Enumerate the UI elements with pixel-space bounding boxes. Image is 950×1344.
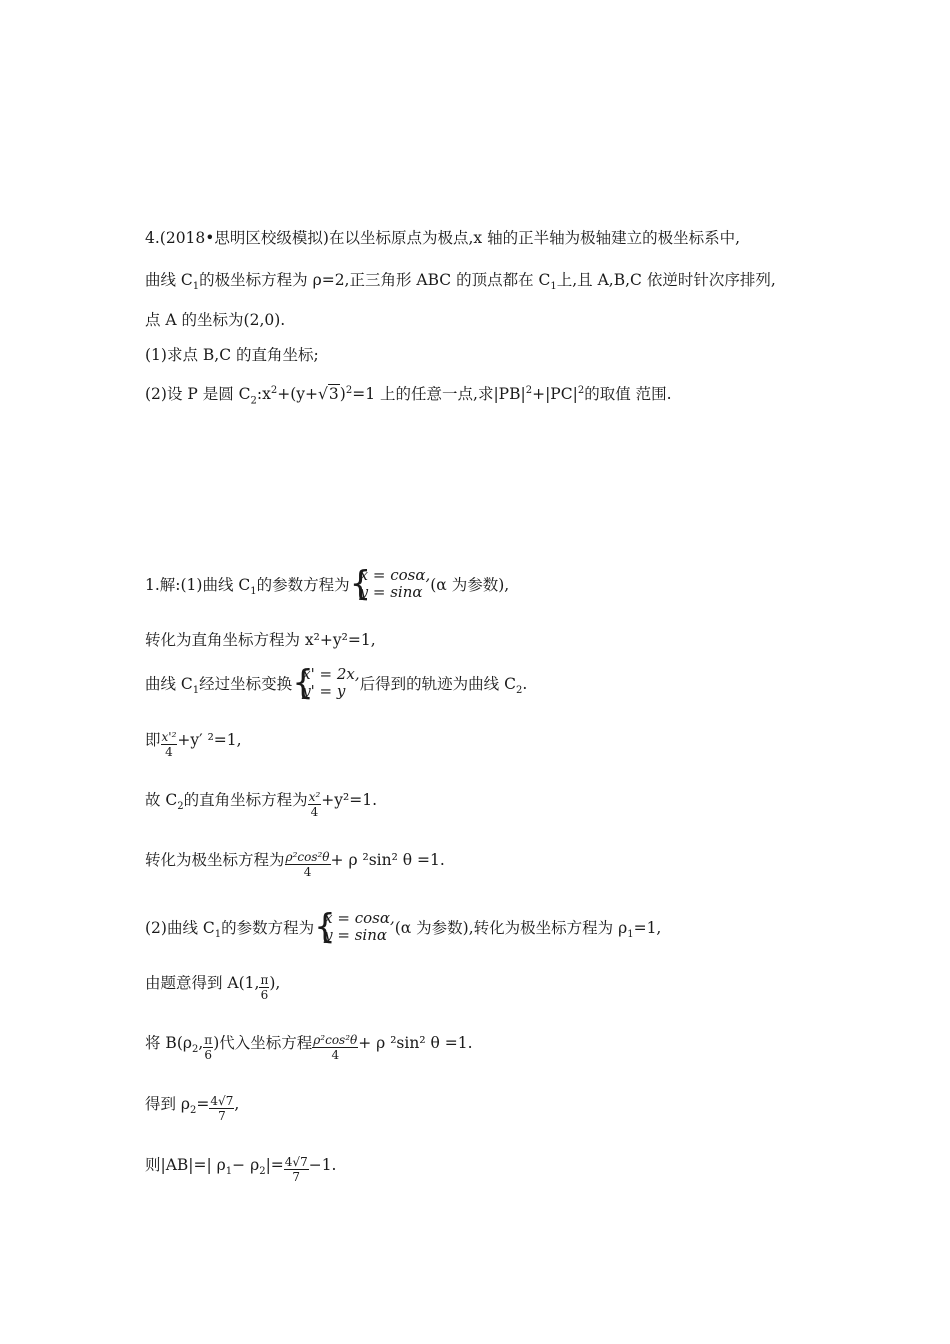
text: 后得到的轨迹为曲线 C bbox=[359, 675, 516, 693]
denominator: 4 bbox=[303, 865, 312, 879]
text: 将 B(ρ bbox=[145, 1034, 192, 1052]
numerator: ρ²cos²θ bbox=[313, 1033, 358, 1047]
problem-line-2 bbox=[145, 270, 776, 297]
system-row: y = sinα bbox=[324, 926, 388, 944]
system-row: y = sinα bbox=[359, 583, 423, 601]
text: 的极坐标方程为 ρ=2,正三角形 ABC 的顶点都在 C bbox=[199, 271, 551, 289]
text: − ρ bbox=[232, 1156, 260, 1174]
superscript: 2 bbox=[270, 385, 278, 396]
text: 1.解:(1)曲线 C bbox=[145, 576, 251, 594]
fraction bbox=[209, 1094, 234, 1123]
subscript: 2 bbox=[190, 1105, 197, 1117]
fraction bbox=[285, 850, 331, 879]
numerator: ρ²cos²θ bbox=[285, 850, 330, 864]
subscript: 1 bbox=[214, 929, 222, 941]
subscript: 1 bbox=[225, 1166, 233, 1178]
equation-system bbox=[314, 907, 395, 947]
question-1: (1)求点 B,C 的直角坐标; bbox=[145, 346, 319, 364]
numerator: x² bbox=[308, 790, 321, 804]
system-row: x = cosα, bbox=[324, 909, 395, 927]
subscript: 1 bbox=[192, 685, 200, 697]
brace: { bbox=[314, 907, 336, 947]
text: + ρ ²sin² θ =1. bbox=[330, 851, 445, 869]
denominator: 4 bbox=[165, 745, 173, 759]
fraction bbox=[312, 1033, 358, 1062]
question-2 bbox=[145, 381, 672, 411]
solution-line-3 bbox=[145, 663, 528, 703]
denominator: 7 bbox=[292, 1170, 301, 1184]
problem-line-3: 点 A 的坐标为(2,0). bbox=[145, 311, 286, 329]
fraction bbox=[308, 790, 322, 819]
text: )代入坐标方程 bbox=[213, 1034, 313, 1052]
text: 曲线 C bbox=[145, 675, 193, 693]
text: . bbox=[522, 675, 528, 693]
subscript: 2 bbox=[250, 395, 257, 407]
superscript: 2 bbox=[345, 385, 353, 396]
fraction bbox=[284, 1155, 309, 1184]
subscript: 1 bbox=[192, 281, 200, 293]
numerator: x'² bbox=[161, 730, 177, 744]
brace: { bbox=[349, 564, 372, 604]
text: 得到 ρ bbox=[145, 1095, 191, 1113]
denominator: 4 bbox=[310, 805, 319, 819]
subscript: 2 bbox=[259, 1166, 266, 1178]
text: =1, bbox=[633, 919, 662, 937]
radicand: 3 bbox=[328, 385, 339, 404]
text: 由题意得到 A(1, bbox=[145, 974, 260, 992]
numerator: 4√7 bbox=[284, 1155, 308, 1169]
text: , bbox=[234, 1095, 240, 1113]
solution-line-7 bbox=[145, 907, 662, 947]
equation-system bbox=[292, 663, 360, 703]
numerator: π bbox=[260, 973, 269, 987]
problem-line-1: 4.(2018•思明区校级模拟)在以坐标原点为极点,x 轴的正半轴为极轴建立的极坐标系中, bbox=[145, 229, 740, 247]
text: +|PC| bbox=[532, 385, 578, 404]
text: 的取值 范围. bbox=[584, 385, 672, 404]
text: (α 为参数),转化为极坐标方程为 ρ bbox=[394, 919, 628, 937]
subscript: 2 bbox=[177, 801, 184, 813]
text: +y′ ²=1, bbox=[177, 731, 242, 749]
solution-line-2: 转化为直角坐标方程为 x²+y²=1, bbox=[145, 631, 376, 649]
text: =1 上的任意一点,求|PB| bbox=[352, 385, 526, 404]
denominator: 6 bbox=[204, 1048, 213, 1062]
text: 经过坐标变换 bbox=[199, 675, 293, 693]
text: 则|AB|=| ρ bbox=[145, 1156, 226, 1174]
text: (2)曲线 C bbox=[145, 919, 215, 937]
solution-line-10 bbox=[145, 1094, 239, 1123]
subscript: 1 bbox=[550, 281, 557, 293]
fraction bbox=[203, 1033, 213, 1062]
text: ), bbox=[269, 974, 281, 992]
text: +(y+ bbox=[277, 385, 319, 404]
solution-line-1 bbox=[145, 564, 510, 604]
system-row: x' = 2x, bbox=[302, 665, 360, 683]
text: (α 为参数), bbox=[430, 576, 510, 594]
subscript: 1 bbox=[250, 586, 257, 598]
denominator: 4 bbox=[331, 1048, 340, 1062]
numerator: 4√7 bbox=[210, 1094, 234, 1108]
superscript: 2 bbox=[577, 385, 585, 396]
text: 即 bbox=[145, 731, 161, 749]
text: −1. bbox=[308, 1156, 337, 1174]
text: 的直角坐标方程为 bbox=[183, 791, 308, 809]
text: 转化为极坐标方程为 bbox=[145, 851, 285, 869]
solution-line-5 bbox=[145, 790, 377, 819]
text: (2)设 P 是圆 C bbox=[145, 385, 251, 404]
text: 上,且 A,B,C 依逆时针次序排列, bbox=[556, 271, 776, 289]
text: + ρ ²sin² θ =1. bbox=[358, 1034, 473, 1052]
subscript: 2 bbox=[191, 1044, 199, 1056]
solution-line-6 bbox=[145, 850, 445, 879]
equation-system bbox=[349, 564, 431, 604]
fraction bbox=[161, 730, 178, 759]
text: ) bbox=[339, 385, 346, 404]
text: 故 C bbox=[145, 791, 178, 809]
denominator: 6 bbox=[260, 988, 269, 1002]
text: 曲线 C bbox=[145, 271, 193, 289]
denominator: 7 bbox=[218, 1109, 226, 1123]
solution-line-11 bbox=[145, 1155, 336, 1184]
system-row: y' = y bbox=[302, 682, 346, 700]
brace: { bbox=[292, 663, 314, 703]
text: , bbox=[198, 1034, 204, 1052]
subscript: 2 bbox=[515, 685, 523, 697]
numerator: π bbox=[204, 1033, 213, 1047]
solution-line-8 bbox=[145, 973, 280, 1002]
text: 的参数方程为 bbox=[221, 919, 315, 937]
solution-line-9 bbox=[145, 1033, 473, 1062]
superscript: 2 bbox=[525, 385, 533, 396]
text: +y²=1. bbox=[321, 791, 377, 809]
text: |= bbox=[265, 1156, 284, 1174]
text: = bbox=[196, 1095, 210, 1113]
text: :x bbox=[256, 385, 271, 404]
sqrt-symbol: √3 bbox=[318, 385, 339, 404]
system-row: x = cosα, bbox=[359, 566, 431, 584]
text: 的参数方程为 bbox=[256, 576, 350, 594]
fraction bbox=[259, 973, 269, 1002]
solution-line-4 bbox=[145, 730, 242, 759]
subscript: 1 bbox=[627, 929, 634, 941]
